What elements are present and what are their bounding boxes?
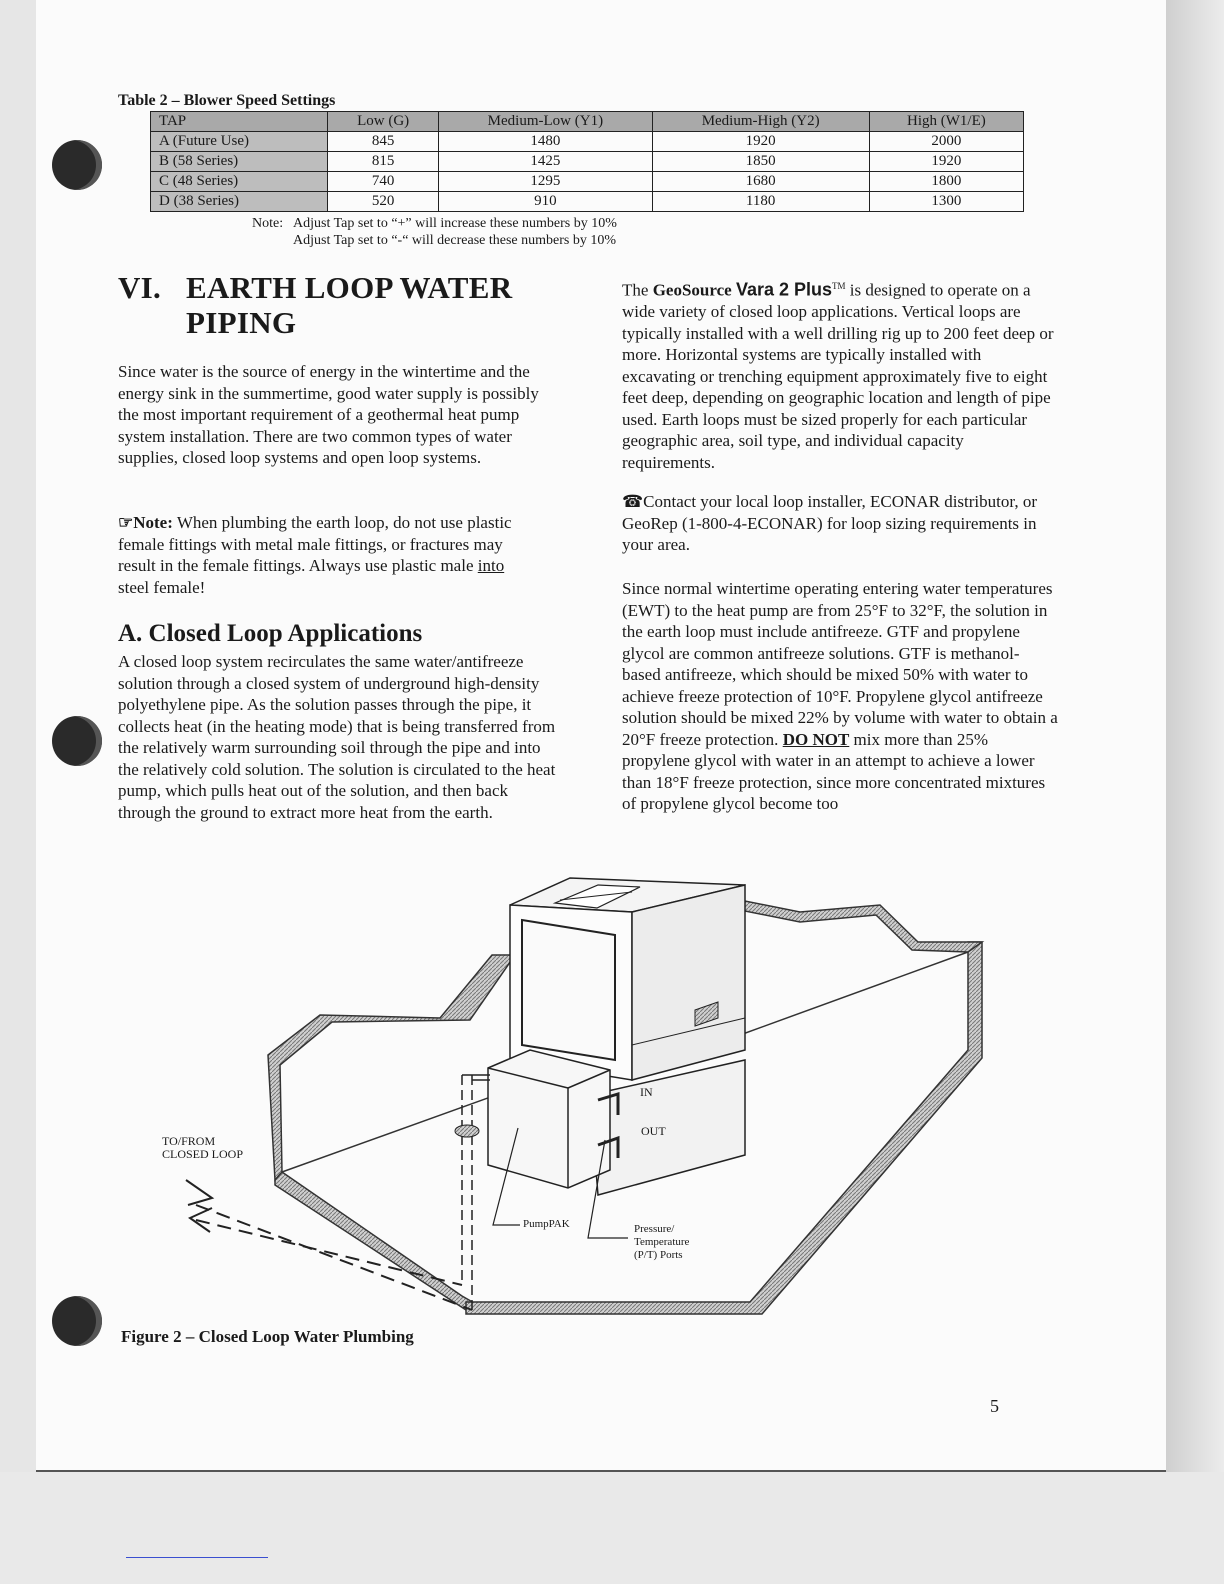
section-title-line2: PIPING bbox=[186, 305, 297, 340]
table-note-line1: Adjust Tap set to “+” will increase these numbers by 10% bbox=[293, 216, 617, 231]
figure-caption: Figure 2 – Closed Loop Water Plumbing bbox=[121, 1327, 414, 1346]
loop-line bbox=[196, 1220, 462, 1285]
table-cell: C (48 Series) bbox=[151, 172, 328, 192]
note-text-b: steel female! bbox=[118, 577, 206, 597]
table-cell: 1180 bbox=[652, 192, 869, 212]
table-cell: 2000 bbox=[869, 132, 1023, 152]
header-high: High (W1/E) bbox=[869, 112, 1023, 132]
label-loop-line2: CLOSED LOOP bbox=[162, 1147, 244, 1161]
table-cell: 1680 bbox=[652, 172, 869, 192]
table-cell: 815 bbox=[328, 152, 439, 172]
vara-rest: is designed to operate on a wide variety of closed loop applications. Vertical loops are typically installed with a well drilling rig up to 200 feet deep or more. Horizontal systems are typically installed with excavating or trenching equipment approximately five to eight feet deep, depending on geographic location and length of pipe used. Earth loops must be sized properly for each particular geographic area, soil type, and individual capacity requirements. bbox=[622, 280, 1054, 472]
table-note-prefix: Note: bbox=[252, 216, 284, 231]
closed-loop-paragraph: A closed loop system recirculates the same water/antifreeze solution through a closed system of underground high-density polyethylene pipe. As the solution passes through the pipe, it collects heat (in the heating mode) that is being transferred from the relatively warm surrounding soil through the pipe and into the relatively cold solution. The solution is circulated to the heat pump, which pulls heat out of the solution, and then back through the ground to extract more heat from the earth. bbox=[118, 652, 556, 822]
do-not-emphasis: DO NOT bbox=[782, 729, 850, 749]
table-cell: 740 bbox=[328, 172, 439, 192]
foundation-wall bbox=[268, 955, 515, 1180]
arrow-out bbox=[190, 1208, 212, 1232]
vara-the: The bbox=[622, 280, 649, 300]
arrow-in bbox=[186, 1180, 212, 1205]
table-cell: 910 bbox=[439, 192, 652, 212]
supply-pipe bbox=[462, 1075, 472, 1310]
table-cell: B (58 Series) bbox=[151, 152, 328, 172]
table-cell: 1425 bbox=[439, 152, 652, 172]
table-cell: 1300 bbox=[869, 192, 1023, 212]
table-cell: D (38 Series) bbox=[151, 192, 328, 212]
header-medium-high: Medium-High (Y2) bbox=[652, 112, 869, 132]
label-pumppak: PumpPAK bbox=[523, 1218, 570, 1230]
table-cell: 845 bbox=[328, 132, 439, 152]
note-text-underlined: into bbox=[477, 556, 505, 575]
table-cell: A (Future Use) bbox=[151, 132, 328, 152]
trademark: TM bbox=[832, 281, 846, 291]
label-pt-line3: (P/T) Ports bbox=[634, 1249, 683, 1261]
label-out: OUT bbox=[641, 1124, 666, 1138]
table-cell: 1480 bbox=[439, 132, 652, 152]
note-text-a: When plumbing the earth loop, do not use plastic female fittings with metal male fittings, or fractures may result in the female fittings. Always use plastic male bbox=[118, 513, 512, 575]
foundation-wall bbox=[275, 1172, 476, 1310]
section-title-line1: EARTH LOOP WATER bbox=[186, 270, 513, 305]
table-note-line2: Adjust Tap set to “-“ will decrease these numbers by 10% bbox=[293, 233, 617, 248]
label-pt-line1: Pressure/ bbox=[634, 1223, 675, 1235]
table-cell: 1800 bbox=[869, 172, 1023, 192]
header-tap: TAP bbox=[151, 112, 328, 132]
brand-geosource: GeoSource bbox=[652, 280, 732, 300]
page-number: 5 bbox=[990, 1396, 999, 1416]
table-cell: 1920 bbox=[869, 152, 1023, 172]
access-panel bbox=[522, 920, 615, 1060]
contact-paragraph: ☎Contact your local loop installer, ECONAR distributor, or GeoRep (1-800-4-ECONAR) for loop sizing requirements in your area. bbox=[622, 492, 1038, 554]
label-in: IN bbox=[640, 1085, 653, 1099]
label-pt-line2: Temperature bbox=[634, 1236, 690, 1248]
table-cell: 520 bbox=[328, 192, 439, 212]
heat-pump-side bbox=[632, 885, 745, 1080]
pumppak-box bbox=[488, 1050, 610, 1188]
intro-paragraph: Since water is the source of energy in the wintertime and the energy sink in the summertime, good water supply is possibly the most important requirement of a geothermal heat pump system installation. There are two common types of water supplies, closed loop systems and open loop systems. bbox=[118, 362, 539, 467]
header-medium-low: Medium-Low (Y1) bbox=[439, 112, 652, 132]
table-caption: Table 2 – Blower Speed Settings bbox=[118, 92, 336, 109]
antifreeze-text-a: Since normal wintertime operating entering water temperatures (EWT) to the heat pump are from 25°F to 32°F, the solution in the earth loop must include antifreeze. GTF and propylene glycol are common antifreeze solutions. GTF is methanol-based antifreeze, which should be mixed 50% with water to achieve freeze protection of 10°F. Propylene glycol antifreeze solution should be mixed 22% by volume with water to obtain a 20°F freeze protection. bbox=[622, 579, 1058, 749]
penetration bbox=[455, 1125, 479, 1137]
note-label: ☞Note: bbox=[118, 513, 173, 532]
table-cell: 1850 bbox=[652, 152, 869, 172]
antifreeze-text-b: mix more than 25% propylene glycol with water in an attempt to achieve a lower than 18°F freeze protection, since more concentrated mixtures of propylene glycol become too bbox=[622, 729, 1046, 813]
table-cell: 1920 bbox=[652, 132, 869, 152]
closed-loop-heading: A. Closed Loop Applications bbox=[118, 620, 423, 647]
header-low: Low (G) bbox=[328, 112, 439, 132]
section-number: VI. bbox=[118, 270, 162, 305]
brand-vara: Vara 2 Plus bbox=[735, 279, 833, 300]
label-loop-line1: TO/FROM bbox=[162, 1134, 216, 1148]
table-cell: 1295 bbox=[439, 172, 652, 192]
